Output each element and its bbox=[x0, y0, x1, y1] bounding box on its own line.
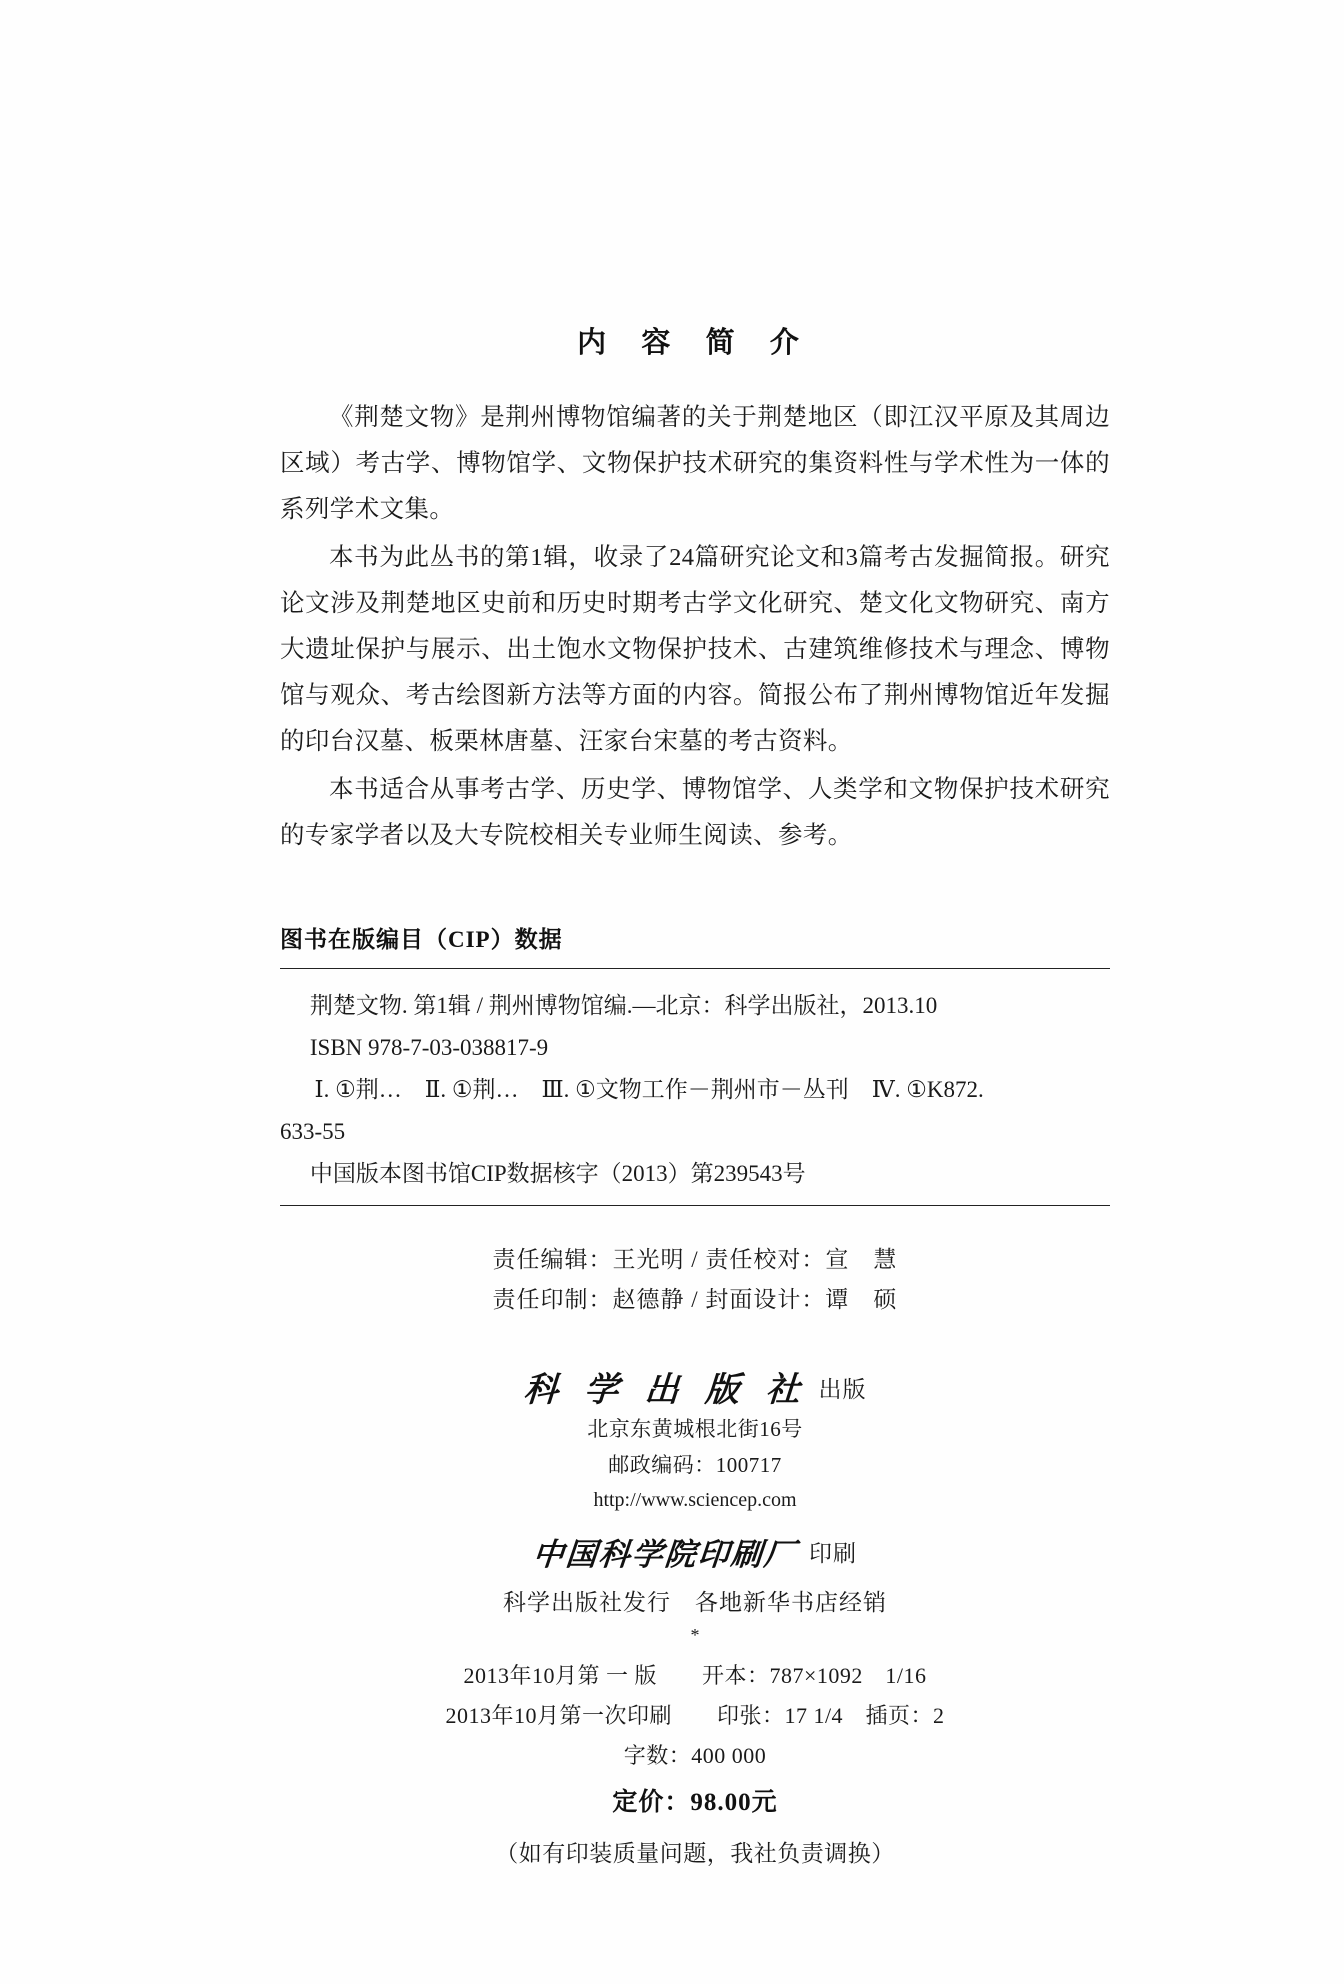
specs-block bbox=[280, 1656, 1110, 1876]
abstract-paragraph-1: 《荆楚文物》是荆州博物馆编著的关于荆楚地区（即江汉平原及其周边区域）考古学、博物馆学、文物保护技术研究的集资料性与学术性为一体的系列学术文集。 bbox=[280, 404, 1110, 523]
page-content bbox=[280, 320, 1110, 1876]
cip-block bbox=[280, 921, 1110, 1206]
credit-production-line: 责任印制：赵德静 / 封面设计：谭 硕 bbox=[492, 1287, 898, 1312]
cip-heading: 图书在版编目（CIP）数据 bbox=[280, 927, 563, 952]
credits-block bbox=[280, 1240, 1110, 1320]
cip-line-classification: Ⅰ. ①荆… Ⅱ. ①荆… Ⅲ. ①文物工作－荆州市－丛刊 Ⅳ. ①K872. bbox=[314, 1077, 984, 1102]
distribution-line: 科学出版社发行 各地新华书店经销 bbox=[503, 1590, 887, 1615]
spec-row-wordcount: 字数：400 000 bbox=[623, 1743, 767, 1768]
cip-bottom-rule bbox=[280, 1205, 1110, 1206]
printer-row bbox=[280, 1529, 1110, 1574]
abstract-paragraph-3: 本书适合从事考古学、历史学、博物馆学、人类学和文物保护技术研究的专家学者以及大专院校相关专业师生阅读、参考。 bbox=[280, 776, 1110, 849]
cip-line-classification-cont: 633-55 bbox=[280, 1119, 346, 1144]
publisher-postcode: 邮政编码：100717 bbox=[608, 1453, 782, 1477]
publisher-name-row bbox=[280, 1362, 1110, 1411]
quality-note: （如有印装质量问题，我社负责调换） bbox=[495, 1841, 895, 1866]
cip-body bbox=[280, 969, 1110, 1205]
publisher-address: 北京东黄城根北街16号 bbox=[587, 1417, 803, 1441]
spec-row-printing: 2013年10月第一次印刷 印张：17 1/4 插页：2 bbox=[445, 1703, 945, 1728]
publisher-block bbox=[280, 1362, 1110, 1646]
credit-editor-line: 责任编辑：王光明 / 责任校对：宣 慧 bbox=[492, 1247, 898, 1272]
cip-line-isbn: ISBN 978-7-03-038817-9 bbox=[309, 1035, 549, 1060]
price-value: 98.00元 bbox=[690, 1789, 778, 1816]
separator-asterisk: * bbox=[690, 1625, 700, 1645]
cip-line-title: 荆楚文物. 第1辑 / 荆州博物馆编.—北京：科学出版社，2013.10 bbox=[309, 993, 938, 1018]
publisher-name: 科 学 出 版 社 bbox=[521, 1372, 810, 1409]
cip-line-registry: 中国版本图书馆CIP数据核字（2013）第239543号 bbox=[309, 1161, 806, 1186]
price-label: 定价： bbox=[612, 1789, 691, 1816]
printer-suffix: 印刷 bbox=[809, 1541, 857, 1566]
publisher-suffix: 出版 bbox=[818, 1377, 867, 1402]
page-title: 内 容 简 介 bbox=[577, 327, 813, 359]
printer-name: 中国科学院印刷厂 bbox=[531, 1537, 799, 1572]
spec-row-edition: 2013年10月第 一 版 开本：787×1092 1/16 bbox=[463, 1663, 927, 1688]
price-row bbox=[280, 1780, 1110, 1826]
publisher-url: http://www.sciencep.com bbox=[593, 1489, 797, 1511]
abstract-paragraph-2: 本书为此丛书的第1辑，收录了24篇研究论文和3篇考古发掘简报。研究论文涉及荆楚地区史前和历史时期考古学文化研究、楚文化文物研究、南方大遗址保护与展示、出土饱水文物保护技术、古建筑维修技术与理念、博物馆与观众、考古绘图新方法等方面的内容。简报公布了荆州博物馆近年发掘的印台汉墓、板栗林唐墓、汪家台宋墓的考古资料。 bbox=[280, 544, 1110, 755]
